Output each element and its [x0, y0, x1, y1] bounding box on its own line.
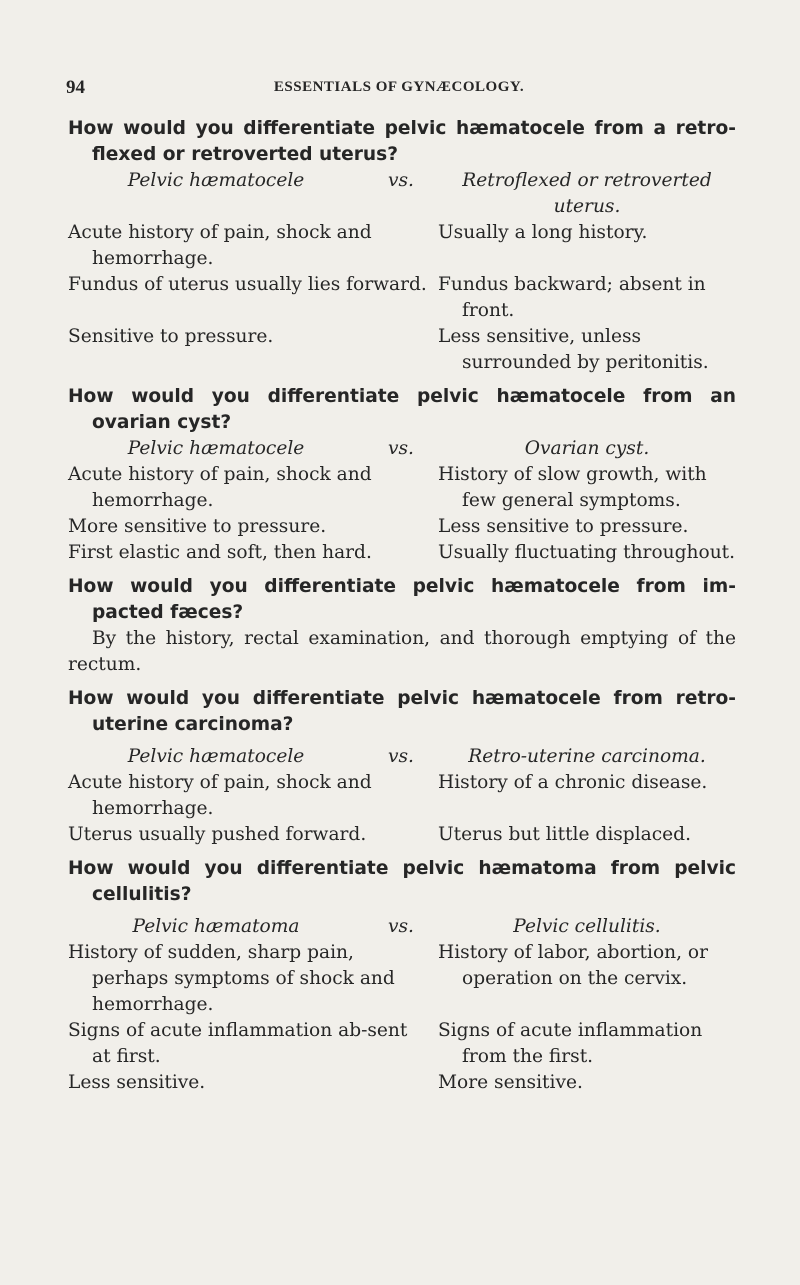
left-cell: Uterus usually pushed forward. — [68, 824, 367, 845]
question-retroflexed-uterus: How would you differentiate pelvic hæmatocele from a retro-flexed or retroverted uterus? — [68, 118, 736, 165]
left-cell: Signs of acute inflammation ab-sent at first. — [68, 1020, 408, 1067]
versus-label: vs. — [388, 438, 414, 459]
left-heading: Pelvic hæmatocele — [127, 170, 305, 191]
answer-impacted-faeces: By the history, rectal examination, and thorough emptying of the rectum. — [68, 628, 736, 675]
left-cell: History of sudden, sharp pain, perhaps symptoms of shock and hemorrhage. — [68, 942, 395, 1015]
running-header — [66, 77, 732, 105]
left-cell: Acute history of pain, shock and hemorrhage. — [68, 464, 372, 511]
left-cell: More sensitive to pressure. — [68, 516, 327, 537]
right-heading: Pelvic cellulitis. — [513, 916, 661, 937]
right-cell: History of labor, abortion, or operation on the cervix. — [438, 942, 709, 989]
right-heading: Retroflexed or retroverted uterus. — [462, 170, 712, 217]
right-cell: Signs of acute inflammation from the first. — [438, 1020, 703, 1067]
comparison-retroflexed-uterus — [68, 168, 736, 376]
left-cell: First elastic and soft, then hard. — [68, 542, 372, 563]
left-cell: Acute history of pain, shock and hemorrhage. — [68, 222, 372, 269]
right-cell: Usually fluctuating throughout. — [438, 542, 736, 563]
left-heading: Pelvic hæmatoma — [132, 916, 300, 937]
left-cell: Less sensitive. — [68, 1072, 206, 1093]
left-heading: Pelvic hæmatocele — [127, 438, 305, 459]
right-cell: Less sensitive, unless surrounded by peritonitis. — [438, 326, 709, 373]
left-heading: Pelvic hæmatocele — [127, 746, 305, 767]
question-impacted-faeces: How would you differentiate pelvic hæmatocele from im-pacted fæces? — [68, 576, 736, 623]
comparison-ovarian-cyst — [68, 436, 736, 566]
versus-label: vs. — [388, 746, 414, 767]
right-cell: History of slow growth, with few general symptoms. — [438, 464, 707, 511]
left-cell: Acute history of pain, shock and hemorrhage. — [68, 772, 372, 819]
page-body — [68, 116, 736, 1096]
comparison-retro-uterine-carcinoma — [68, 744, 736, 848]
versus-label: vs. — [388, 916, 414, 937]
right-cell: More sensitive. — [438, 1072, 583, 1093]
right-heading: Retro-uterine carcinoma. — [468, 746, 706, 767]
left-cell: Fundus of uterus usually lies forward. — [68, 274, 427, 295]
right-cell: Fundus backward; absent in front. — [438, 274, 706, 321]
right-cell: Usually a long history. — [438, 222, 648, 243]
question-retro-uterine-carcinoma: How would you differentiate pelvic hæmatocele from retro-uterine carcinoma? — [68, 688, 736, 735]
right-cell: History of a chronic disease. — [438, 772, 708, 793]
comparison-pelvic-cellulitis — [68, 914, 736, 1096]
left-cell: Sensitive to pressure. — [68, 326, 274, 347]
running-title: ESSENTIALS OF GYNÆCOLOGY. — [273, 79, 525, 95]
right-heading: Ovarian cyst. — [524, 438, 650, 459]
versus-label: vs. — [388, 170, 414, 191]
right-cell: Less sensitive to pressure. — [438, 516, 689, 537]
question-ovarian-cyst: How would you differentiate pelvic hæmatocele from an ovarian cyst? — [68, 386, 736, 433]
page-number: 94 — [66, 77, 85, 98]
question-pelvic-cellulitis: How would you differentiate pelvic hæmatoma from pelvic cellulitis? — [68, 858, 736, 905]
right-cell: Uterus but little displaced. — [438, 824, 691, 845]
